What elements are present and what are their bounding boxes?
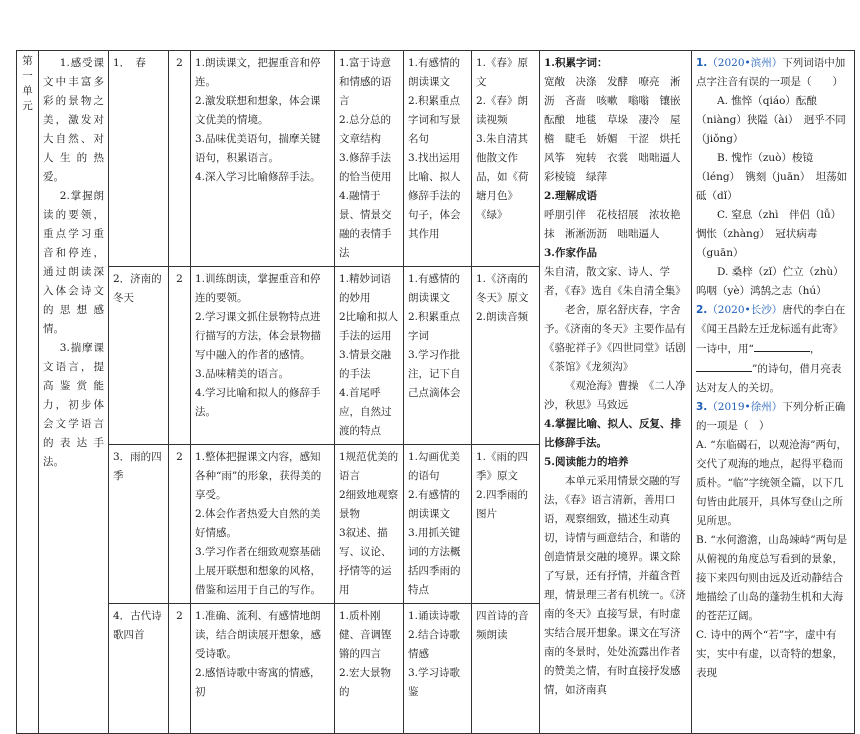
objectives-cell: [191, 51, 335, 267]
author-note: 《观沧海》曹操 《二人净沙，秋思》马致远: [544, 380, 686, 411]
focus-cell: [335, 445, 404, 604]
method-item: 1.有感情的朗读课文: [408, 273, 461, 304]
lesson-hours: 2: [176, 610, 183, 622]
focus-item: 2.总分总的文章结构: [339, 114, 392, 145]
objective-item: 2.激发联想和想象，体会课文优美的情境。: [195, 95, 321, 126]
lesson-hours-cell: [169, 267, 191, 445]
question-source: （2020•长沙）: [707, 304, 783, 316]
option-c: C. 诗中的两个“若”字，虚中有实，实中有虚，以奇特的想象，表现: [696, 629, 843, 679]
objective-item: 3.品味优美语句，揣摩关键语句，积累语言。: [195, 133, 321, 164]
question-source: （2020•滨州）: [707, 57, 783, 69]
unit-goal: 1.感受课文中丰富多彩的景物之美，激发对大自然、对人生的热爱。: [43, 57, 104, 183]
focus-item: 3.修辞手法的恰当使用: [339, 152, 392, 183]
option-c: C. 窒息（zhì 伴侣（lǚ） 惆怅（zhàng） 冠状病毒（guān）: [696, 209, 847, 259]
knowledge-cell: [540, 51, 692, 734]
lesson-plan-table: [16, 50, 855, 734]
author-note: 朱自清，散文家、诗人、学者，《春》选自《朱自清全集》: [544, 266, 686, 297]
answer-blank[interactable]: [696, 359, 752, 372]
question-number: 1.: [696, 57, 708, 69]
idiom-list: 呼朋引伴 花枝招展 浓妆艳抹 淅淅沥沥 咄咄逼人: [544, 209, 681, 240]
knowledge-heading: 5.阅读能力的培养: [544, 456, 629, 468]
lesson-title: 1． 春: [113, 57, 146, 69]
question-text: 唐代的李白在《闻王昌龄左迁龙标遥有此寄》一诗中，用“: [696, 304, 846, 355]
resources-cell: [472, 267, 540, 445]
question-1: [696, 54, 850, 92]
focus-cell: [335, 604, 404, 734]
focus-item: 3叙述、描写、议论、抒情等的运用: [339, 527, 392, 596]
methods-cell: [404, 604, 472, 734]
method-item: 1.有感情的朗读课文: [408, 57, 461, 88]
lesson-plan-page: [16, 50, 854, 698]
question-number: 3.: [696, 401, 708, 413]
option-b: B. 愧怍（zuò）梭镜（léng） 镌刻（juān） 坦荡如砥（dǐ）: [696, 152, 848, 202]
unit-label-cell: [17, 51, 39, 734]
knowledge-heading: 4.掌握比喻、拟人、反复、排比修辞手法。: [544, 418, 681, 449]
answer-blank[interactable]: [754, 339, 810, 352]
objectives-cell: [191, 445, 335, 604]
focus-item: 2细致地观察景物: [339, 489, 399, 520]
objective-item: 4.深入学习比喻修辞手法。: [195, 171, 321, 183]
question-text: 下列词语中加点字注音有误的一项是（ ）: [696, 57, 846, 88]
resource-item: 1.《春》原文: [476, 57, 529, 88]
reading-note: 本单元采用情景交融的写法，《春》语言清新，善用口语，观察细致，描述生动真切，诗情与画意结合，和谐的创造情景交融的境界。课文除了写景，还有抒情，并蕴含哲理，情景理三者有机统一。《济南的冬天》直接写景，有时虚实结合展开想象。课文在写济南的冬景时，处处流露出作者的赞美之情，有时直接抒发感情，如济南真: [544, 475, 686, 696]
method-item: 1.诵读诗歌: [408, 610, 461, 622]
resource-item: 1.《雨的四季》原文: [476, 451, 529, 482]
knowledge-heading: 2.理解成语: [544, 190, 597, 202]
method-item: 3.找出运用比喻、拟人修辞手法的句子，体会其作用: [408, 152, 461, 240]
lesson-hours: 2: [176, 57, 183, 69]
focus-cell: [335, 267, 404, 445]
methods-cell: [404, 267, 472, 445]
question-source: （2019•徐州）: [707, 401, 783, 413]
method-item: 3.学习诗歌鉴: [408, 667, 461, 698]
method-item: 2.结合诗歌情感: [408, 629, 461, 660]
objectives-cell: [191, 604, 335, 734]
knowledge-heading: 3.作家作品: [544, 247, 597, 259]
focus-item: 2.宏大景物的: [339, 667, 392, 698]
objective-item: 2.体会作者热爱大自然的美好情感。: [195, 508, 321, 539]
lesson-title: 2．济南的冬天: [113, 273, 162, 304]
lesson-hours-cell: [169, 604, 191, 734]
resource-item: 2.朗读音频: [476, 311, 529, 323]
resources-cell: [472, 604, 540, 734]
resource-item: 四首诗的音频朗读: [476, 610, 529, 641]
objective-item: 2.学习课文抓住景物特点进行描写的方法，体会景物描写中融入的作者的感情。: [195, 311, 321, 361]
lesson-title-cell: [109, 267, 169, 445]
question-text: 下列分析正确的一项是（ ）: [696, 401, 846, 432]
objective-item: 2.感悟诗歌中寄寓的情感，初: [195, 667, 321, 698]
lesson-title-cell: [109, 51, 169, 267]
objective-item: 1.训练朗读，掌握重音和停连的要领。: [195, 273, 321, 304]
focus-cell: [335, 51, 404, 267]
option-a: A. 憔悴（qiáo）酝酿（niàng）狭隘（ài） 迥乎不同（jiǒng）: [696, 95, 846, 145]
method-item: 3.用抓关键词的方法概括四季雨的特点: [408, 527, 461, 596]
lesson-hours-cell: [169, 51, 191, 267]
vocabulary-list: 宽敞 决涤 发酵 嘹亮 淅沥 吝啬 咳嗽 嗡嗡 镶嵌 酝酿 地毯 草垛 凄冷 屋檐 睫毛 娇媚 干涩 烘托 风筝 宛转 衣裳 咄咄逼人 彩棱镜 绿萍: [544, 76, 691, 183]
unit-label: 第一单元: [22, 55, 33, 112]
option-d: D. 桑梓（zǐ）伫立（zhù） 呜咽（yè）鸿鹄之志（hú）: [696, 266, 849, 297]
focus-item: 4.首尾呼应，自然过渡的特点: [339, 387, 392, 437]
lesson-title: 3．雨的四季: [113, 451, 162, 482]
focus-item: 2比喻和拟人手法的运用: [339, 311, 399, 342]
resource-item: 3.朱自清其他散文作品，如《荷塘月色》《绿》: [476, 133, 529, 221]
objective-item: 1.整体把握课文内容，感知各种“雨”的形象，获得美的享受。: [195, 451, 322, 501]
objective-item: 4.学习比喻和拟人的修辞手法。: [195, 387, 321, 418]
unit-goal: 2.掌握朗读的要领，重点学习重音和停连，通过朗读深入体会诗文的思想感情。: [43, 190, 104, 335]
lesson-hours: 2: [176, 451, 183, 463]
resources-cell: [472, 51, 540, 267]
resource-item: 2.《春》朗读视频: [476, 95, 529, 126]
method-item: 3.学习作批注，记下自己点滴体会: [408, 349, 461, 399]
focus-item: 1.质朴刚健、音调铿锵的四言: [339, 610, 392, 660]
unit-goal: 3.揣摩课文语言，提高鉴赏能力，初步体会文学语言的表达手法。: [43, 342, 104, 468]
focus-item: 1.精妙词语的妙用: [339, 273, 392, 304]
resources-cell: [472, 445, 540, 604]
methods-cell: [404, 51, 472, 267]
knowledge-heading: 1.积累字词：: [544, 57, 608, 69]
objectives-cell: [191, 267, 335, 445]
lesson-title-cell: [109, 604, 169, 734]
option-b: B. “水何澹澹，山岛竦峙”两句是从俯视的角度总写看到的景象，接下来四句则由远及近动静结合地描绘了山岛的蓬勃生机和大海的苍茫辽阔。: [696, 534, 848, 622]
lesson-title-cell: [109, 445, 169, 604]
objective-item: 3.学习作者在细致观察基础上展开联想和想象的风格，借鉴和运用于自己的写作。: [195, 546, 321, 596]
table-row: [17, 51, 855, 267]
question-separator: ，: [809, 343, 821, 355]
focus-item: 3.情景交融的手法: [339, 349, 392, 380]
question-number: 2.: [696, 304, 708, 316]
author-note: 老舍，原名舒庆春，字舍予。《济南的冬天》主要作品有《骆驼祥子》《四世同堂》话剧《茶馆》《龙须沟》: [544, 304, 686, 373]
focus-item: 1规范优美的语言: [339, 451, 399, 482]
option-a: A. “东临碣石，以观沧海”两句，交代了观海的地点，起得平稳而质朴。“临”字统领全篇，以下几句皆由此展开，具体写登山之所见所思。: [696, 439, 847, 527]
question-text: ”的诗句，借月亮表达对友人的关切。: [696, 363, 842, 394]
exercises-cell: [692, 51, 855, 734]
lesson-hours: 2: [176, 273, 183, 285]
methods-cell: [404, 445, 472, 604]
question-2: [696, 301, 850, 398]
focus-item: 4.融情于景、情景交融的表情手法: [339, 190, 392, 259]
method-item: 2.积累重点字词和写景名句: [408, 95, 461, 145]
method-item: 2.积累重点字词: [408, 311, 461, 342]
resource-item: 1.《济南的冬天》原文: [476, 273, 529, 304]
resource-item: 2.四季雨的图片: [476, 489, 529, 520]
question-3: [696, 398, 850, 436]
lesson-hours-cell: [169, 445, 191, 604]
focus-item: 1.富于诗意和情感的语言: [339, 57, 392, 107]
objective-item: 1.准确、流利、有感情地朗读，结合朗读展开想象，感受诗歌。: [195, 610, 321, 660]
objective-item: 3.品味精美的语言。: [195, 368, 290, 380]
unit-goals-cell: [39, 51, 109, 734]
lesson-title: 4．古代诗歌四首: [113, 610, 162, 641]
objective-item: 1.朗读课文，把握重音和停连。: [195, 57, 321, 88]
method-item: 2.有感情的朗读课文: [408, 489, 461, 520]
method-item: 1.勾画优美的语句: [408, 451, 461, 482]
